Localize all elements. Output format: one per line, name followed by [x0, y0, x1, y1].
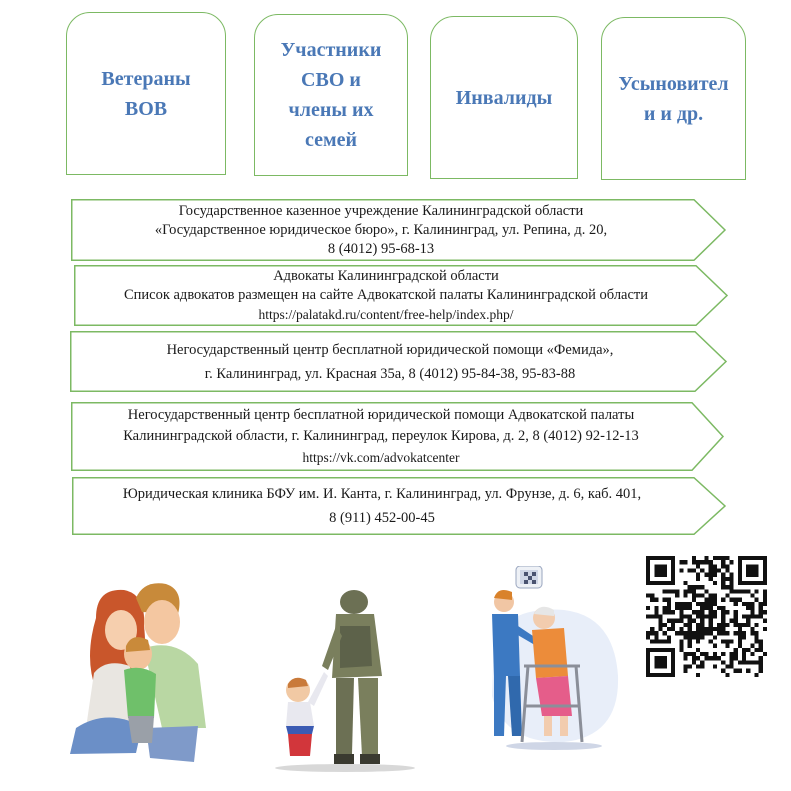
- org-arrow-advokat-center: [71, 402, 724, 471]
- org-link[interactable]: https://palatakd.ru/content/free-help/index.php/: [258, 307, 514, 322]
- org-line: Адвокаты Калининградской области: [273, 268, 499, 284]
- org-line: Калининградской области, г. Калининград, переулок Кирова, д. 2, 8 (4012) 92-12-13: [123, 428, 639, 444]
- category-label: Инвалиды: [455, 86, 553, 109]
- family-illustration: [66, 578, 216, 768]
- category-disabled: [430, 16, 578, 179]
- category-veterans: [66, 12, 226, 175]
- org-line: Юридическая клиника БФУ им. И. Канта, г. Калининград, ул. Фрунзе, д. 6, каб. 401,: [122, 486, 642, 502]
- org-link[interactable]: https://vk.com/advokatcenter: [302, 450, 460, 465]
- org-line: Негосударственный центр бесплатной юридической помощи Адвокатской палаты: [127, 407, 635, 423]
- qr-code[interactable]: [646, 556, 767, 677]
- org-line: «Государственное юридическое бюро», г. Калининград, ул. Репина, д. 20,: [154, 221, 608, 238]
- caregiver-elderly-illustration: [484, 566, 624, 756]
- org-phone: 8 (4012) 95-68-13: [327, 240, 435, 257]
- org-arrow-state-bureau: [71, 199, 726, 261]
- category-adopters: [601, 17, 746, 180]
- org-line: Государственное казенное учреждение Калининградской области: [178, 202, 584, 219]
- soldier-child-illustration: [270, 586, 420, 776]
- org-line: Негосударственный центр бесплатной юридической помощи «Фемида»,: [166, 341, 614, 358]
- category-label: Ветераны ВОВ: [101, 67, 191, 120]
- org-line: Список адвокатов размещен на сайте Адвокатской палаты Калининградской области: [123, 287, 649, 303]
- org-arrow-femida: [70, 331, 727, 392]
- category-label: Усыновител и и др.: [618, 72, 729, 125]
- org-line: г. Калининград, ул. Красная 35а, 8 (4012) 95-84-38, 95-83-88: [204, 365, 576, 382]
- category-svo: [254, 14, 408, 176]
- org-arrow-lawyers: [74, 265, 728, 326]
- org-arrow-law-clinic: [72, 477, 726, 535]
- category-label: Участники СВО и члены их семей: [280, 39, 382, 151]
- org-phone: 8 (911) 452-00-45: [329, 510, 435, 526]
